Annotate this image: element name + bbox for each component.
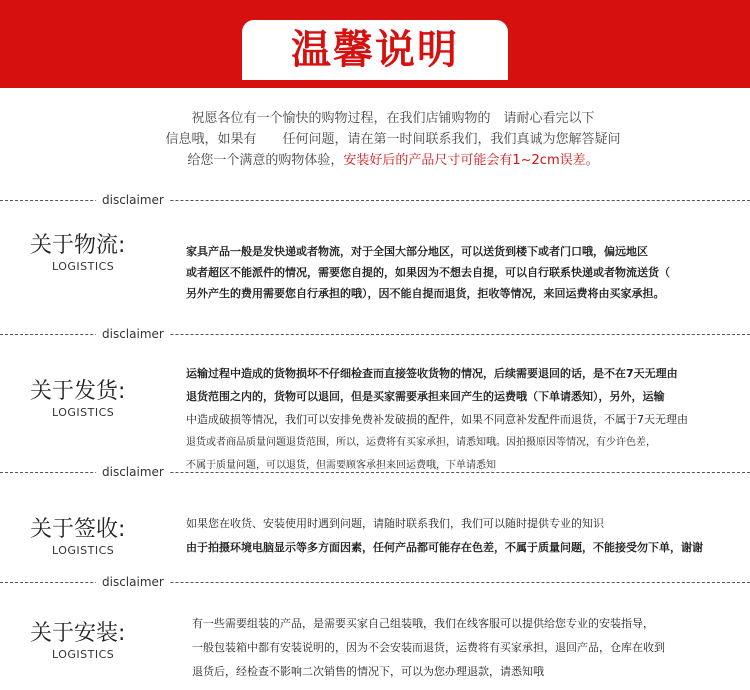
intro-line: 信息哦，如果有 任何问题，请在第一时间联系我们，我们真诚为您解答疑问 — [165, 132, 621, 147]
section-line: 如果您在收货、安装使用时遇到问题，请随时联系我们，我们可以随时提供专业的知识 — [186, 517, 604, 530]
disclaimer-label: disclaimer — [96, 192, 170, 208]
section-title: 关于物流: — [30, 233, 126, 258]
section-line: 退货或者商品质量问题退货范围，所以，运费将有买家承担，请悉知哦。因拍摄原因等情况，有少许色差， — [186, 437, 656, 448]
header-banner — [0, 0, 750, 88]
intro-line-text: 给您一个满意的购物体验， — [187, 153, 344, 168]
section-body-receipt — [186, 512, 741, 560]
section-line: 中造成破损等情况，我们可以安排免费补发破损的配件，如果不同意补发配件而退货，不属于7天无理由 — [186, 413, 688, 426]
disclaimer-label: disclaimer — [96, 574, 170, 590]
section-subtitle: LOGISTICS — [52, 648, 115, 661]
disclaimer-label: disclaimer — [96, 326, 170, 342]
page-title: 温馨说明 — [242, 20, 508, 80]
section-heading-logistics — [30, 232, 150, 274]
section-title: 关于签收: — [30, 517, 126, 542]
intro-line: 祝愿各位有一个愉快的购物过程，在我们店铺购物的 请耐心看完以下 — [191, 111, 595, 126]
section-line: 不属于质量问题，可以退货，但需要顾客承担来回运费哦，下单请悉知 — [186, 460, 496, 471]
section-line: 一般包装箱中都有安装说明的，因为不会安装而退货，运费将有买家承担，退回产品，仓库在收到 — [192, 641, 665, 654]
section-title: 关于安装: — [30, 621, 126, 646]
intro-text — [158, 108, 628, 171]
section-heading-installation — [30, 620, 150, 662]
section-heading-shipping — [30, 378, 150, 420]
section-subtitle: LOGISTICS — [52, 544, 115, 557]
intro-line — [158, 150, 628, 171]
section-subtitle: LOGISTICS — [52, 260, 115, 273]
size-tolerance-warning: 安装好后的产品尺寸可能会有1~2cm误差。 — [343, 153, 599, 168]
section-line: 或者超区不能派件的情况，需要您自提的，如果因为不想去自提，可以自行联系快递或者物流送货（ — [186, 266, 670, 279]
section-line: 运输过程中造成的货物损坏不仔细检查而直接签收货物的情况，后续需要退回的话，是不在7天无理由 — [186, 367, 678, 380]
section-line: 有一些需要组装的产品，是需要买家自己组装哦，我们在线客服可以提供给您专业的安装指导， — [192, 617, 654, 630]
section-title: 关于发货: — [30, 379, 126, 404]
section-line: 家具产品一般是发快递或者物流，对于全国大部分地区，可以送货到楼下或者门口哦，偏远地区 — [186, 245, 648, 258]
section-heading-receipt — [30, 516, 150, 558]
disclaimer-divider — [0, 192, 750, 208]
section-line: 另外产生的费用需要您自行承担的哦），因不能自提而退货，拒收等情况，来回运费将由买家承担。 — [186, 287, 665, 300]
section-body-logistics — [186, 241, 741, 304]
disclaimer-label: disclaimer — [96, 464, 170, 480]
section-line: 退货范围之内的，货物可以退回，但是买家需要承担来回产生的运费哦（下单请悉知），另外，运输 — [186, 390, 665, 403]
disclaimer-divider — [0, 574, 750, 590]
disclaimer-divider — [0, 326, 750, 342]
section-body-installation — [192, 612, 747, 684]
section-line: 退货后，经检查不影响二次销售的情况下，可以为您办理退款，请悉知哦 — [192, 665, 544, 678]
section-subtitle: LOGISTICS — [52, 406, 115, 419]
disclaimer-divider — [0, 464, 750, 480]
section-body-shipping — [186, 362, 741, 477]
section-line: 由于拍摄环境电脑显示等多方面因素，任何产品都可能存在色差，不属于质量问题，不能接受勿下单，谢谢 — [186, 541, 703, 554]
